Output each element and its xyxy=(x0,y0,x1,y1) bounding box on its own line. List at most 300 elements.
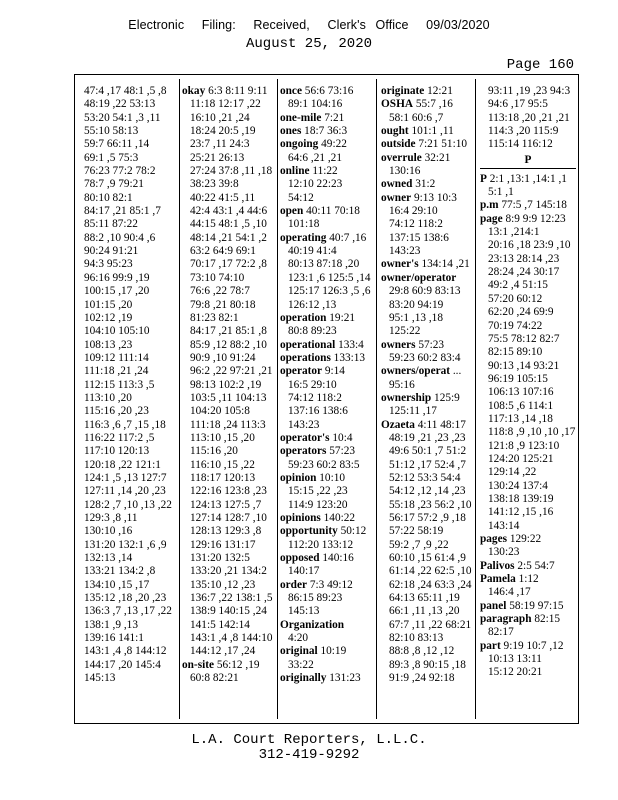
index-references: 131:23 xyxy=(329,672,361,685)
index-references: 44:15 48:1 ,5 ,10 xyxy=(190,218,267,231)
index-entry xyxy=(182,619,278,632)
index-references: 52:12 53:3 54:4 xyxy=(389,471,461,484)
index-term: Palivos xyxy=(480,559,515,572)
index-references: 135:10 ,12 ,23 xyxy=(190,578,256,591)
filing-stamp-header xyxy=(0,18,618,32)
index-entry xyxy=(480,138,576,151)
index-term: Pamela xyxy=(480,573,516,586)
index-entry xyxy=(280,325,376,338)
index-entry xyxy=(480,480,576,493)
index-entry xyxy=(280,192,376,205)
index-term: on-site xyxy=(182,658,215,671)
index-entry xyxy=(84,379,180,392)
index-references: 40:11 70:18 xyxy=(306,205,360,218)
index-references: 131:20 132:5 xyxy=(190,552,250,565)
index-entry xyxy=(84,645,180,658)
index-entry xyxy=(280,405,376,418)
index-references: 62:20 ,24 69:9 xyxy=(488,306,554,319)
index-entry xyxy=(84,619,180,632)
index-entry xyxy=(182,592,278,605)
index-entry xyxy=(280,232,376,245)
index-references: 115:16 ,20 xyxy=(190,445,238,458)
index-column-5 xyxy=(480,85,576,680)
index-entry xyxy=(381,218,477,231)
index-references: 130:24 137:4 xyxy=(488,479,548,492)
index-references: 146:4 ,17 xyxy=(488,586,531,599)
index-entry xyxy=(480,266,576,279)
index-references: 84:17 ,21 85:1 ,8 xyxy=(190,325,267,338)
index-entry xyxy=(480,125,576,138)
index-references: 11:22 xyxy=(312,165,338,178)
index-column-1 xyxy=(84,85,180,685)
index-entry xyxy=(182,379,278,392)
index-references: 40:19 41:4 xyxy=(288,245,337,258)
index-term: original xyxy=(280,645,318,658)
index-entry xyxy=(84,512,180,525)
index-entry xyxy=(381,419,477,432)
index-entry xyxy=(182,138,278,151)
index-entry xyxy=(280,125,376,138)
index-references: 53:20 54:1 ,3 ,11 xyxy=(84,111,161,124)
index-term: operating xyxy=(280,231,327,244)
index-entry xyxy=(280,605,376,618)
index-entry xyxy=(480,573,576,586)
index-entry xyxy=(381,245,477,258)
index-references: 15:15 ,22 ,23 xyxy=(288,485,348,498)
index-references: 86:15 89:23 xyxy=(288,592,343,605)
index-entry xyxy=(182,499,278,512)
index-entry xyxy=(182,218,278,231)
index-references: 102:12 ,19 xyxy=(84,311,133,324)
deposition-date: August 25, 2020 xyxy=(245,36,373,52)
index-entry xyxy=(84,472,180,485)
index-entry xyxy=(84,552,180,565)
index-entry xyxy=(381,325,477,338)
index-references: 82:15 xyxy=(534,613,561,626)
index-references: 103:5 ,11 104:13 xyxy=(190,391,267,404)
index-entry xyxy=(182,165,278,178)
index-entry xyxy=(84,632,180,645)
index-entry xyxy=(84,138,180,151)
index-references: 104:10 105:10 xyxy=(84,325,150,338)
index-references: 23:13 28:14 ,23 xyxy=(488,252,560,265)
index-entry xyxy=(480,320,576,333)
index-references: 138:18 139:19 xyxy=(488,492,554,505)
index-references: 140:17 xyxy=(288,565,320,578)
index-references: 28:24 ,24 30:17 xyxy=(488,266,560,279)
index-entry xyxy=(182,632,278,645)
index-entry xyxy=(182,312,278,325)
index-entry xyxy=(280,245,376,258)
index-term: owner's xyxy=(381,258,419,271)
index-references: 55:18 ,23 56:2 ,10 xyxy=(389,498,472,511)
index-references: 138:1 ,9 ,13 xyxy=(84,618,138,631)
court-reporter-footer xyxy=(0,733,618,763)
index-references: 57:23 xyxy=(329,445,355,458)
index-term: originate xyxy=(381,85,425,97)
index-entry xyxy=(182,605,278,618)
index-references: 61:14 ,22 62:5 ,10 xyxy=(389,565,472,578)
index-entry xyxy=(84,539,180,552)
index-references: 59:7 66:11 ,14 xyxy=(84,138,150,151)
index-entry xyxy=(182,112,278,125)
index-references: 63:2 64:9 69:1 xyxy=(190,245,256,258)
index-entry xyxy=(381,112,477,125)
index-entry xyxy=(280,165,376,178)
index-references: 93:11 ,19 ,23 94:3 xyxy=(488,85,571,97)
index-entry xyxy=(480,373,576,386)
index-references: 7:21 xyxy=(324,111,345,124)
index-references: 145:13 xyxy=(84,672,116,685)
index-entry xyxy=(480,186,576,199)
index-entry xyxy=(480,520,576,533)
index-references: 4:11 48:17 xyxy=(417,418,466,431)
index-entry xyxy=(84,392,180,405)
index-entry xyxy=(280,419,376,432)
index-references: 12:10 22:23 xyxy=(288,178,343,191)
index-entry xyxy=(182,672,278,685)
index-entry xyxy=(182,432,278,445)
index-references: 113:18 ,20 ,21 ,21 xyxy=(488,111,570,124)
index-term: part xyxy=(480,639,501,652)
index-term: owners xyxy=(381,338,416,351)
index-entry xyxy=(84,152,180,165)
index-references: 116:10 ,15 ,22 xyxy=(190,458,255,471)
index-entry xyxy=(381,459,477,472)
index-references: 98:13 102:2 ,19 xyxy=(190,378,262,391)
index-term: ongoing xyxy=(280,138,319,151)
index-references: 130:10 ,16 xyxy=(84,525,133,538)
index-entry xyxy=(381,258,477,271)
index-term: operation xyxy=(280,311,327,324)
index-references: 129:16 131:17 xyxy=(190,538,256,551)
index-entry xyxy=(182,419,278,432)
index-references: 140:22 xyxy=(323,512,356,524)
index-references: 96:16 99:9 ,19 xyxy=(84,271,150,284)
index-entry xyxy=(280,339,376,352)
index-column-3 xyxy=(280,85,376,685)
index-term: opportunity xyxy=(280,525,338,538)
index-entry xyxy=(182,178,278,191)
index-references: 32:21 xyxy=(424,151,451,164)
index-entry xyxy=(480,173,576,186)
index-term: outside xyxy=(381,138,416,151)
page-number: Page 160 xyxy=(506,57,574,73)
index-entry xyxy=(84,339,180,352)
index-references: 70:17 ,17 72:2 ,8 xyxy=(190,258,267,271)
index-references: 25:21 26:13 xyxy=(190,151,245,164)
index-entry xyxy=(280,512,376,525)
index-entry xyxy=(381,512,477,525)
index-references: 82:10 83:13 xyxy=(389,632,444,645)
index-references: 95:16 xyxy=(389,378,415,391)
index-entry xyxy=(381,672,477,685)
index-entry xyxy=(381,432,477,445)
index-references: 60:8 82:21 xyxy=(190,672,239,685)
filing-stamp-part: Electronic xyxy=(128,18,185,32)
index-references: 143:23 xyxy=(288,418,320,431)
index-references: 2:5 54:7 xyxy=(517,559,555,572)
index-references: 29:8 60:9 83:13 xyxy=(389,285,461,298)
index-references: 66:1 ,11 ,13 ,20 xyxy=(389,605,460,618)
index-entry xyxy=(280,272,376,285)
index-entry xyxy=(381,552,477,565)
index-term: opinion xyxy=(280,471,317,484)
index-entry xyxy=(480,199,576,212)
index-references: 9:14 xyxy=(324,365,345,378)
index-entry xyxy=(84,299,180,312)
index-references: 38:23 39:8 xyxy=(190,178,239,191)
index-references: 27:24 37:8 ,11 ,18 xyxy=(190,165,273,178)
index-entry xyxy=(280,152,376,165)
index-term: open xyxy=(280,205,304,218)
index-references: 47:4 ,17 48:1 ,5 ,8 xyxy=(84,85,167,97)
index-entry xyxy=(84,218,180,231)
index-entry xyxy=(480,253,576,266)
index-entry xyxy=(381,565,477,578)
index-entry xyxy=(381,632,477,645)
index-entry xyxy=(182,258,278,271)
index-references: 4:20 xyxy=(288,632,309,645)
index-references: 80:10 82:1 xyxy=(84,191,133,204)
index-references: 7:21 51:10 xyxy=(418,138,467,151)
index-references: 73:10 74:10 xyxy=(190,271,245,284)
index-references: 48:19 ,22 53:13 xyxy=(84,98,156,111)
index-entry xyxy=(182,365,278,378)
index-entry xyxy=(381,85,477,98)
index-term: operational xyxy=(280,338,336,351)
index-references: 16:5 29:10 xyxy=(288,378,337,391)
index-entry xyxy=(280,539,376,552)
index-entry xyxy=(280,218,376,231)
index-entry xyxy=(381,339,477,352)
index-column-2 xyxy=(182,85,278,685)
index-references: 96:2 ,22 97:21 ,21 xyxy=(190,365,273,378)
index-references: 141:12 ,15 ,16 xyxy=(488,506,554,519)
index-references: 56:12 ,19 xyxy=(216,658,260,671)
index-references: 76:6 ,22 78:7 xyxy=(190,285,250,298)
index-references: 129:22 xyxy=(509,533,542,545)
column-divider xyxy=(475,79,476,719)
index-references: 59:23 60:2 83:4 xyxy=(389,351,461,364)
index-entry xyxy=(480,613,576,626)
index-entry xyxy=(480,306,576,319)
index-entry xyxy=(84,659,180,672)
index-entry xyxy=(84,405,180,418)
index-references: 144:17 ,20 145:4 xyxy=(84,658,161,671)
index-references: 89:1 104:16 xyxy=(288,98,343,111)
index-entry xyxy=(84,112,180,125)
index-references: 143:23 xyxy=(389,245,421,258)
index-term: P xyxy=(480,172,487,185)
index-references: 124:1 ,5 ,13 127:7 xyxy=(84,471,167,484)
index-references: 12:21 xyxy=(427,85,453,97)
index-references: 113:10 ,20 xyxy=(84,391,132,404)
index-entry xyxy=(480,346,576,359)
index-references: 124:20 125:21 xyxy=(488,452,554,465)
index-entry xyxy=(280,98,376,111)
index-references: 109:12 111:14 xyxy=(84,351,149,364)
index-term: opinions xyxy=(280,512,321,524)
index-entry xyxy=(381,379,477,392)
index-entry xyxy=(480,493,576,506)
index-references: 2:1 ,13:1 ,14:1 ,1 xyxy=(489,172,567,185)
index-entry xyxy=(84,272,180,285)
index-references: 127:11 ,14 ,20 ,23 xyxy=(84,485,166,498)
index-entry xyxy=(480,506,576,519)
index-references: 134:10 ,15 ,17 xyxy=(84,578,150,591)
index-references: 143:1 ,4 ,8 144:12 xyxy=(84,645,167,658)
index-references: 76:23 77:2 78:2 xyxy=(84,165,156,178)
index-term: originally xyxy=(280,672,327,685)
index-entry xyxy=(480,640,576,653)
index-term: panel xyxy=(480,599,507,612)
index-references: 10:10 xyxy=(319,471,345,484)
index-term: ones xyxy=(280,125,302,138)
index-entry xyxy=(84,432,180,445)
index-references: 18:7 36:3 xyxy=(304,125,348,138)
filing-stamp-part: 09/03/2020 xyxy=(426,18,490,32)
index-entry xyxy=(381,312,477,325)
index-entry xyxy=(480,600,576,613)
index-entry xyxy=(84,165,180,178)
index-references: 55:10 58:13 xyxy=(84,125,139,138)
index-term: online xyxy=(280,165,310,178)
index-entry xyxy=(280,592,376,605)
index-references: 55:7 ,16 xyxy=(415,98,453,111)
index-references: 78:7 ,9 79:21 xyxy=(84,178,144,191)
index-entry xyxy=(84,445,180,458)
index-entry xyxy=(280,432,376,445)
index-term: page xyxy=(480,212,503,225)
index-entry xyxy=(84,605,180,618)
index-references: 67:7 ,11 ,22 68:21 xyxy=(389,618,472,631)
index-term: ownership xyxy=(381,391,432,404)
index-references: 20:16 ,18 23:9 ,10 xyxy=(488,239,571,252)
index-entry xyxy=(480,226,576,239)
index-references: 118:17 120:13 xyxy=(190,471,256,484)
index-entry xyxy=(84,232,180,245)
index-entry xyxy=(280,205,376,218)
index-entry xyxy=(182,552,278,565)
index-references: 133:13 xyxy=(333,351,366,364)
index-references: 50:12 xyxy=(340,525,367,538)
index-references: 125:11 ,17 xyxy=(389,405,437,418)
column-divider xyxy=(277,79,278,719)
index-references: 128:13 129:3 ,8 xyxy=(190,525,262,538)
index-references: 54:12 xyxy=(288,191,314,204)
index-entry xyxy=(381,272,477,285)
index-references: 125:9 xyxy=(434,391,460,404)
index-entry xyxy=(280,379,376,392)
index-references: 116:3 ,6 ,7 ,15 ,18 xyxy=(84,418,166,431)
index-references: 126:12 ,13 xyxy=(288,298,337,311)
index-references: 69:1 ,5 75:3 xyxy=(84,151,139,164)
index-entry xyxy=(84,565,180,578)
index-entry xyxy=(182,352,278,365)
index-entry xyxy=(182,152,278,165)
index-entry xyxy=(84,325,180,338)
index-references: 117:10 120:13 xyxy=(84,445,150,458)
index-references: 137:16 138:6 xyxy=(288,405,348,418)
index-references: 101:1 ,11 xyxy=(411,125,454,138)
column-divider xyxy=(376,79,377,719)
index-term: owned xyxy=(381,178,413,191)
index-references: 101:18 xyxy=(288,218,320,231)
index-entry xyxy=(381,445,477,458)
index-entry xyxy=(381,539,477,552)
index-entry xyxy=(84,98,180,111)
index-entry xyxy=(381,232,477,245)
index-references: 112:20 133:12 xyxy=(288,538,354,551)
index-entry xyxy=(381,178,477,191)
index-references: 133:4 xyxy=(338,338,364,351)
index-references: 129:3 ,8 ,11 xyxy=(84,512,138,524)
index-references: 145:13 xyxy=(288,605,320,618)
index-references: 64:13 65:11 ,19 xyxy=(389,592,460,605)
index-references: 16:10 ,21 ,24 xyxy=(190,111,250,124)
column-divider xyxy=(179,79,180,719)
index-entry xyxy=(480,293,576,306)
index-entry xyxy=(84,525,180,538)
index-references: 143:14 xyxy=(488,519,520,532)
index-references: 16:4 29:10 xyxy=(389,205,438,218)
index-references: 125:17 126:3 ,5 ,6 xyxy=(288,285,371,298)
index-references: 114:9 123:20 xyxy=(288,498,348,511)
index-references: 134:14 ,21 xyxy=(421,258,470,271)
index-entry xyxy=(381,125,477,138)
index-entry xyxy=(381,138,477,151)
index-term: order xyxy=(280,578,307,591)
index-references: 132:13 ,14 xyxy=(84,552,133,565)
index-references: 94:3 95:23 xyxy=(84,258,133,271)
index-references: 124:13 127:5 ,7 xyxy=(190,498,262,511)
index-references: 130:23 xyxy=(488,546,520,559)
index-references: 120:18 ,22 121:1 xyxy=(84,458,161,471)
index-entry xyxy=(182,299,278,312)
index-references: 23:7 ,11 24:3 xyxy=(190,138,250,151)
index-references: 49:2 ,4 51:15 xyxy=(488,279,548,292)
index-references: 115:14 116:12 xyxy=(488,138,553,151)
index-references: 48:19 ,21 ,23 ,23 xyxy=(389,431,466,444)
index-references: 70:19 74:22 xyxy=(488,319,543,332)
index-references: 85:9 ,12 88:2 ,10 xyxy=(190,338,267,351)
index-references: 13:1 ,214:1 xyxy=(488,226,540,239)
index-entry xyxy=(182,445,278,458)
index-references: 82:17 xyxy=(488,626,514,639)
index-references: 74:12 118:2 xyxy=(389,218,443,231)
index-entry xyxy=(480,239,576,252)
index-term: pages xyxy=(480,533,507,545)
index-references: 59:23 60:2 83:5 xyxy=(288,458,360,471)
index-entry xyxy=(280,352,376,365)
index-references: 106:13 107:16 xyxy=(488,386,554,399)
index-entry xyxy=(182,272,278,285)
index-references: 118:8 ,9 ,10 ,10 ,17 xyxy=(488,426,576,439)
index-references: 114:3 ,20 115:9 xyxy=(488,125,559,138)
index-entry xyxy=(381,525,477,538)
index-references: 91:9 ,24 92:18 xyxy=(389,672,455,685)
index-term: paragraph xyxy=(480,613,532,626)
index-references: 64:6 ,21 ,21 xyxy=(288,151,342,164)
index-term: okay xyxy=(182,85,206,97)
index-entry xyxy=(280,485,376,498)
index-entry xyxy=(381,392,477,405)
index-term: operations xyxy=(280,351,331,364)
index-references: 135:12 ,18 ,20 ,23 xyxy=(84,592,167,605)
index-references: 42:4 43:1 ,4 44:6 xyxy=(190,205,268,218)
index-references: 8:9 9:9 12:23 xyxy=(505,212,566,225)
